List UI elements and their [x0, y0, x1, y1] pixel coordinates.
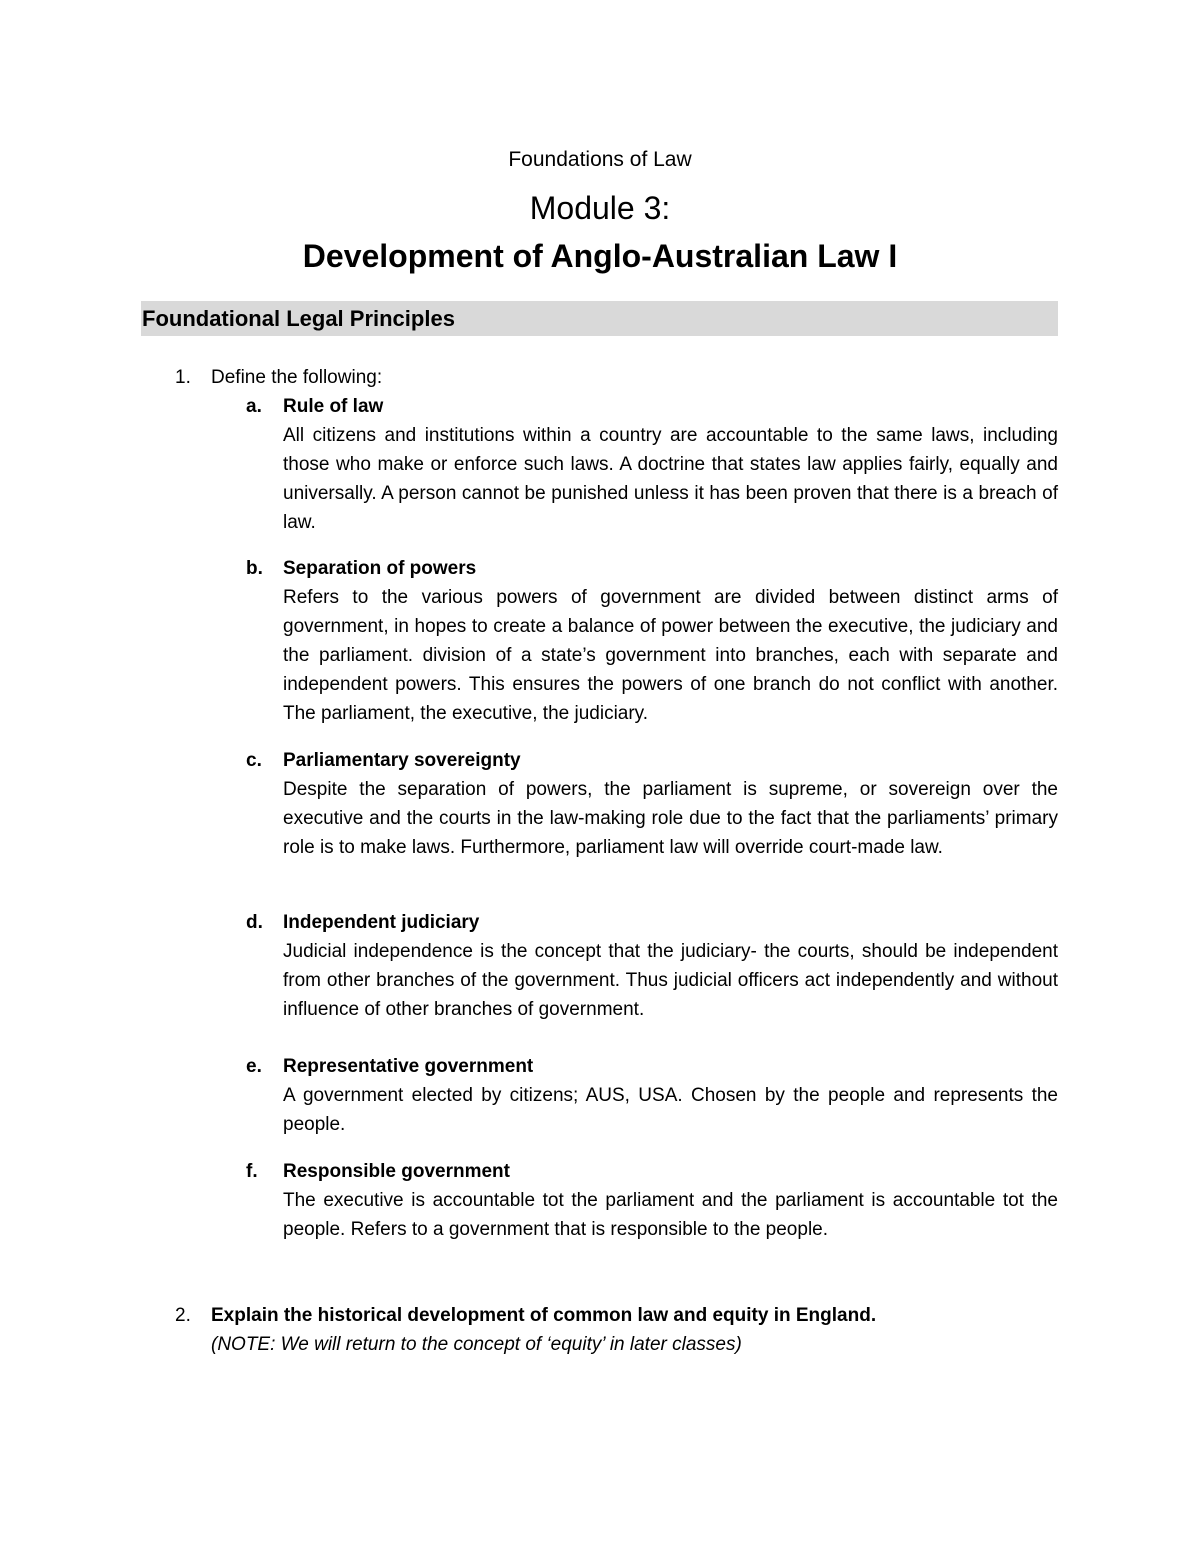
- item-definition: Despite the separation of powers, the parliament is supreme, or sovereign over the executive and the courts in the law-making role due to the fact that the parliaments’ primary role is to make laws. Furthermore, parliament law will override court-made law.: [283, 779, 1058, 858]
- section-heading: Foundational Legal Principles: [141, 301, 1058, 336]
- definition-item-parliamentary-sovereignty: [246, 746, 1058, 862]
- item-definition: A government elected by citizens; AUS, USA. Chosen by the people and represents the people.: [283, 1085, 1058, 1135]
- item-letter: e.: [246, 1056, 262, 1077]
- item-definition: Judicial independence is the concept that the judiciary- the courts, should be independent from other branches of the government. Thus judicial officers act independently and without influence of other branches of government.: [283, 941, 1058, 1020]
- item-term: Independent judiciary: [283, 912, 480, 933]
- question-number: 2.: [175, 1305, 191, 1326]
- item-definition: The executive is accountable tot the parliament and the parliament is accountable tot the people. Refers to a government that is responsible to the people.: [283, 1190, 1058, 1240]
- item-letter: c.: [246, 750, 262, 771]
- item-letter: f.: [246, 1161, 258, 1182]
- module-number: Module 3:: [529, 190, 671, 226]
- item-term: Responsible government: [283, 1161, 510, 1182]
- question-text: Explain the historical development of common law and equity in England.: [211, 1305, 877, 1326]
- item-term: Representative government: [283, 1056, 534, 1077]
- item-letter: d.: [246, 912, 263, 933]
- definition-item-responsible-government: [246, 1157, 1058, 1244]
- course-title: Foundations of Law: [508, 148, 692, 171]
- item-definition: Refers to the various powers of government are divided between distinct arms of government, in hopes to create a balance of power between the executive, the judiciary and the parliament. division of a state’s government into branches, each with separate and independent powers. This ensures the powers of one branch do not conflict with another. The parliament, the executive, the judiciary.: [283, 587, 1058, 724]
- item-letter: b.: [246, 558, 263, 579]
- item-term: Rule of law: [283, 396, 384, 417]
- question-number: 1.: [175, 367, 191, 388]
- question-note: (NOTE: We will return to the concept of ‘equity’ in later classes): [211, 1334, 742, 1355]
- definition-item-separation-of-powers: [246, 554, 1058, 728]
- item-definition: All citizens and institutions within a country are accountable to the same laws, including those who make or enforce such laws. A doctrine that states law applies fairly, equally and universally. A person cannot be punished unless it has been proven that there is a breach of law.: [283, 425, 1058, 533]
- definition-item-representative-government: [246, 1052, 1058, 1139]
- module-title: Development of Anglo-Australian Law I: [302, 238, 898, 274]
- definition-item-rule-of-law: [246, 392, 1058, 537]
- item-letter: a.: [246, 396, 262, 417]
- item-term: Separation of powers: [283, 558, 477, 579]
- question-text: Define the following:: [211, 367, 383, 388]
- item-term: Parliamentary sovereignty: [283, 750, 521, 771]
- definition-item-independent-judiciary: [246, 908, 1058, 1024]
